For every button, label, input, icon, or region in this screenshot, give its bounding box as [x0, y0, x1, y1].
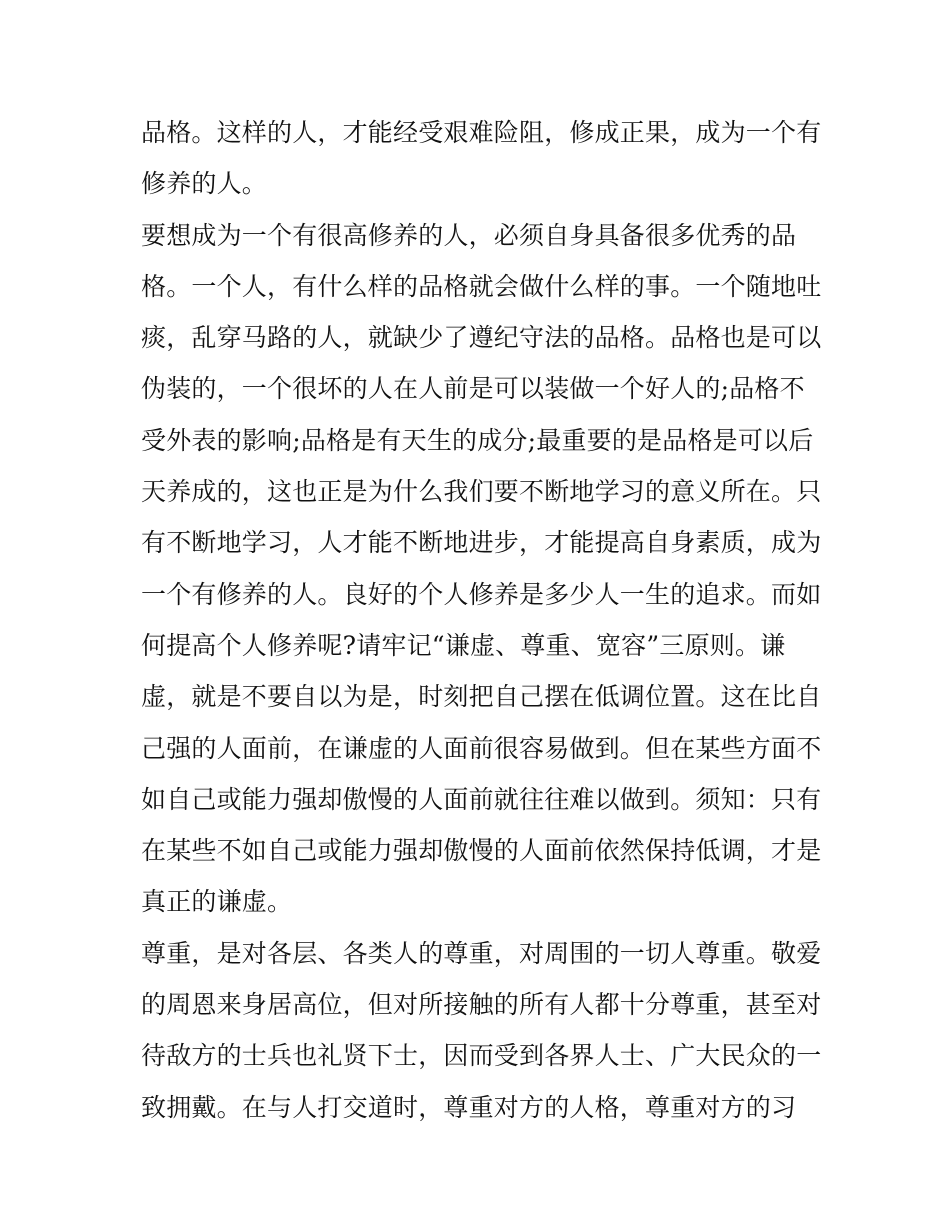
text-line: 真正的谦虚。 — [141, 887, 293, 917]
body-text — [141, 107, 821, 1133]
text-line: 尊重，是对各层、各类人的尊重，对周围的一切人尊重。敬爱 — [141, 938, 822, 968]
text-line: 在某些不如自己或能力强却傲慢的人面前依然保持低调，才是 — [141, 836, 822, 866]
text-line: 有不断地学习，人才能不断地进步，才能提高自身素质，成为 — [141, 528, 822, 558]
text-line: 天养成的，这也正是为什么我们要不断地学习的意义所在。只 — [141, 477, 822, 507]
text-line: 致拥戴。在与人打交道时，尊重对方的人格，尊重对方的习 — [141, 1092, 797, 1122]
text-line: 格。一个人，有什么样的品格就会做什么样的事。一个随地吐 — [141, 271, 822, 301]
text-line: 伪装的，一个很坏的人在人前是可以装做一个好人的;品格不 — [141, 374, 805, 404]
text-line: 待敌方的士兵也礼贤下士，因而受到各界人士、广大民众的一 — [141, 1041, 822, 1071]
text-line: 修养的人。 — [141, 169, 268, 199]
text-line: 的周恩来身居高位，但对所接触的所有人都十分尊重，甚至对 — [141, 990, 822, 1020]
text-line: 如自己或能力强却傲慢的人面前就往往难以做到。须知：只有 — [141, 784, 822, 814]
text-line: 一个有修养的人。良好的个人修养是多少人一生的追求。而如 — [141, 579, 822, 609]
text-line: 受外表的影响;品格是有天生的成分;最重要的是品格是可以后 — [141, 425, 814, 455]
text-line: 己强的人面前，在谦虚的人面前很容易做到。但在某些方面不 — [141, 733, 822, 763]
text-line: 要想成为一个有很高修养的人，必须自身具备很多优秀的品 — [141, 220, 797, 250]
text-line: 何提高个人修养呢?请牢记“谦虚、尊重、宽容”三原则。谦 — [141, 630, 786, 660]
text-line: 痰，乱穿马路的人，就缺少了遵纪守法的品格。品格也是可以 — [141, 323, 822, 353]
text-line: 品格。这样的人，才能经受艰难险阻，修成正果，成为一个有 — [141, 118, 822, 147]
text-line: 虚，就是不要自以为是，时刻把自己摆在低调位置。这在比自 — [141, 682, 822, 712]
